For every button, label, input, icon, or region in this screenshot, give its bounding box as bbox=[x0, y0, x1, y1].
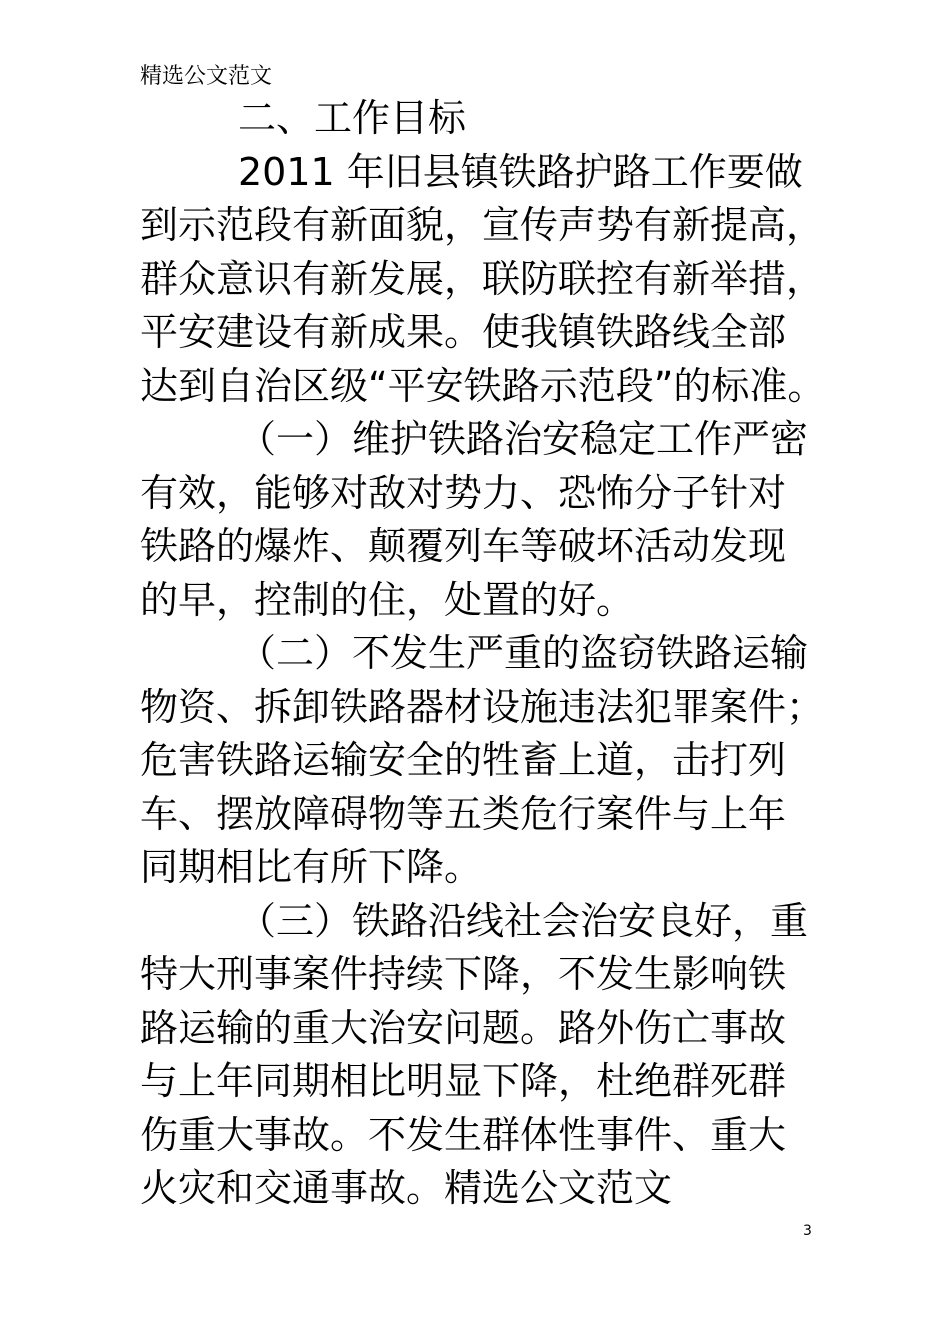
paragraph-line: 群众意识有新发展，联防联控有新举措， bbox=[140, 256, 825, 301]
paragraph-line: 车、摆放障碍物等五类危行案件与上年 bbox=[140, 791, 787, 836]
paragraph-line: 特大刑事案件持续下降，不发生影响铁 bbox=[140, 952, 787, 996]
paragraph-line: （三）铁路沿线社会治安良好，重 bbox=[238, 898, 809, 943]
paragraph-line: 物资、拆卸铁路器材设施违法犯罪案件； bbox=[140, 684, 825, 729]
paragraph-line: 危害铁路运输安全的牲畜上道，击打列 bbox=[140, 738, 787, 782]
paragraph-line: 伤重大事故。不发生群体性事件、重大 bbox=[140, 1112, 787, 1157]
paragraph-line: 同期相比有所下降。 bbox=[140, 845, 483, 889]
section-heading: 二、工作目标 bbox=[238, 96, 467, 140]
body-text bbox=[140, 92, 826, 1216]
paragraph-line: 平安建设有新成果。使我镇铁路线全部 bbox=[140, 310, 787, 354]
page-number: 3 bbox=[803, 1223, 812, 1239]
paragraph-line: 2011 年旧县镇铁路护路工作要做 bbox=[238, 149, 803, 194]
paragraph-line: 火灾和交通事故。精选公文范文 bbox=[140, 1166, 673, 1210]
paragraph-line: 有效，能够对敌对势力、恐怖分子针对 bbox=[140, 470, 787, 515]
paragraph-line: 铁路的爆炸、颠覆列车等破坏活动发现 bbox=[140, 524, 787, 568]
paragraph-line: 到示范段有新面貌，宣传声势有新提高， bbox=[140, 203, 825, 247]
header-label: 精选公文范文 bbox=[140, 64, 273, 89]
paragraph-line: （一）维护铁路治安稳定工作严密 bbox=[238, 417, 809, 461]
paragraph-line: （二）不发生严重的盗窃铁路运输 bbox=[238, 631, 809, 675]
paragraph-line: 路运输的重大治安问题。路外伤亡事故 bbox=[140, 1005, 787, 1050]
paragraph-line: 与上年同期相比明显下降，杜绝群死群 bbox=[140, 1059, 787, 1103]
paragraph-line: 达到自治区级“平安铁路示范段”的标准。 bbox=[140, 363, 826, 408]
paragraph-line: 的早，控制的住，处置的好。 bbox=[140, 577, 635, 622]
